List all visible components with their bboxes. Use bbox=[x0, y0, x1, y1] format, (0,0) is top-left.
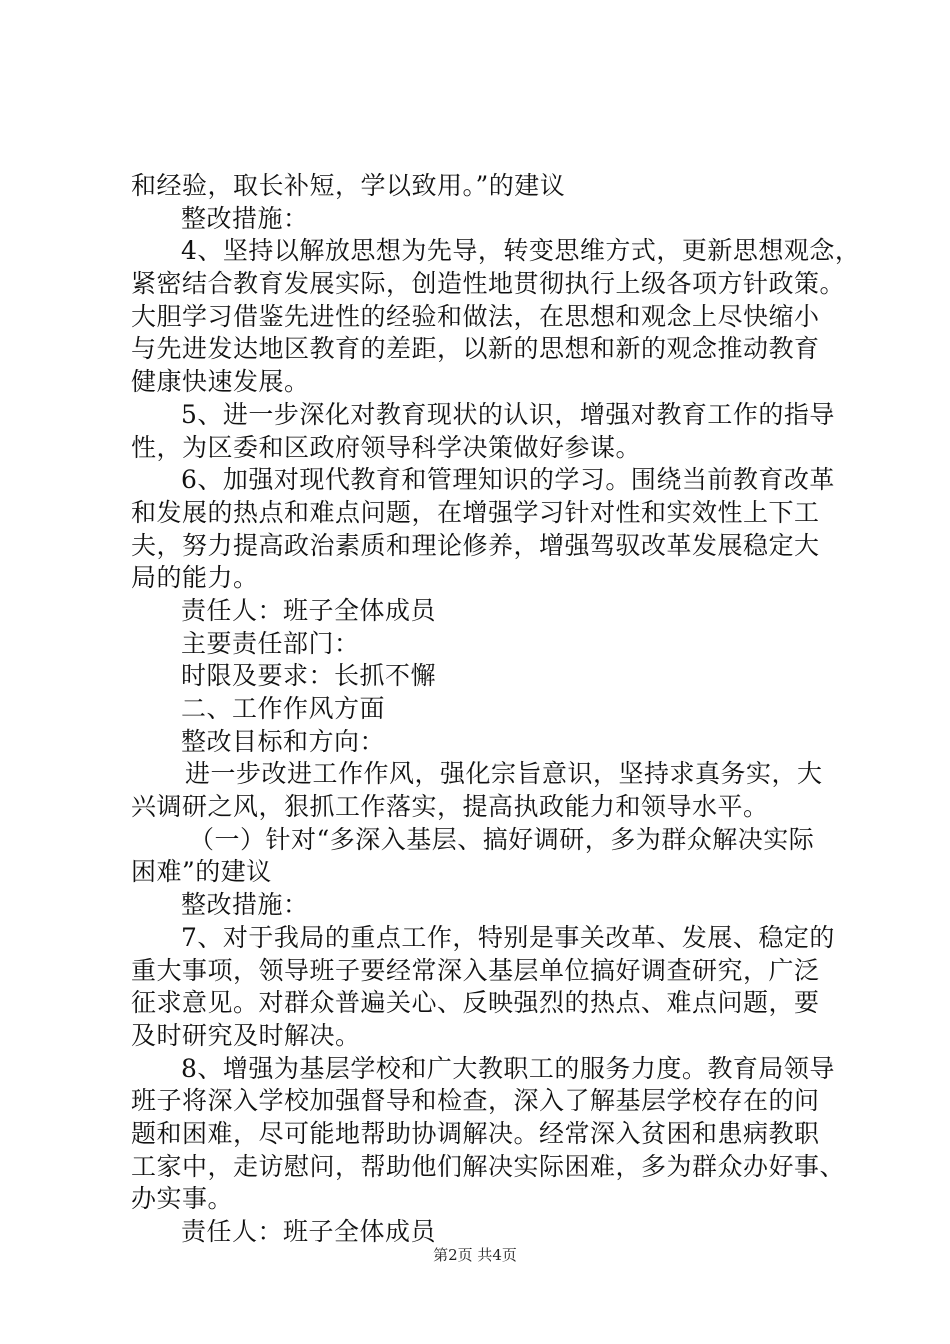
text-line: 4、坚持以解放思想为先导，转变思维方式，更新思想观念， bbox=[181, 236, 861, 266]
text-line: 整改措施： bbox=[181, 890, 309, 920]
document-body bbox=[131, 170, 861, 1249]
text-line: 5、进一步深化对教育现状的认识，增强对教育工作的指导 bbox=[181, 399, 835, 429]
text-line: 重大事项，领导班子要经常深入基层单位搞好调查研究，广泛 bbox=[131, 955, 820, 985]
section-heading: 二、工作作风方面 bbox=[181, 694, 386, 723]
text-line: 性，为区委和区政府领导科学决策做好参谋。 bbox=[131, 432, 642, 462]
text-line: 大胆学习借鉴先进性的经验和做法，在思想和观念上尽快缩小 bbox=[131, 301, 820, 331]
text-line: 与先进发达地区教育的差距，以新的思想和新的观念推动教育 bbox=[131, 334, 820, 364]
text-line: 进一步改进工作作风，强化宗旨意识，坚持求真务实，大 bbox=[185, 759, 823, 789]
text-line: 8、增强为基层学校和广大教职工的服务力度。教育局领导 bbox=[181, 1053, 835, 1083]
text-line: 工家中，走访慰问，帮助他们解决实际困难，多为群众办好事、 bbox=[131, 1151, 846, 1181]
text-line: 整改措施： bbox=[181, 203, 309, 233]
text-line: 时限及要求：长抓不懈 bbox=[181, 661, 437, 691]
text-line: 整改目标和方向： bbox=[181, 726, 386, 756]
text-line: 7、对于我局的重点工作，特别是事关改革、发展、稳定的 bbox=[181, 922, 835, 952]
text-line: 困难”的建议 bbox=[131, 857, 272, 887]
text-line: 和发展的热点和难点问题，在增强学习针对性和实效性上下工 bbox=[131, 497, 820, 527]
subsection-heading: （一）针对“多深入基层、搞好调研，多为群众解决实际 bbox=[189, 824, 815, 854]
text-line: 局的能力。 bbox=[131, 563, 259, 593]
text-line: 征求意见。对群众普遍关心、反映强烈的热点、难点问题，要 bbox=[131, 988, 820, 1018]
text-line: 责任人：班子全体成员 bbox=[181, 1217, 437, 1246]
text-line: 主要责任部门： bbox=[181, 628, 360, 658]
text-line: 紧密结合教育发展实际，创造性地贯彻执行上级各项方针政策。 bbox=[131, 269, 846, 299]
text-line: 及时研究及时解决。 bbox=[131, 1020, 361, 1050]
text-line: 和经验，取长补短，学以致用。”的建议 bbox=[131, 171, 566, 200]
text-line: 6、加强对现代教育和管理知识的学习。围绕当前教育改革 bbox=[181, 465, 835, 495]
text-line: 责任人：班子全体成员 bbox=[181, 595, 437, 625]
text-line: 夫，努力提高政治素质和理论修养，增强驾驭改革发展稳定大 bbox=[131, 530, 820, 560]
text-line: 办实事。 bbox=[131, 1184, 234, 1214]
text-line: 健康快速发展。 bbox=[131, 367, 310, 397]
text-line: 兴调研之风，狠抓工作落实，提高执政能力和领导水平。 bbox=[131, 792, 769, 822]
page-footer: 第2页 共4页 bbox=[433, 1246, 517, 1264]
text-line: 题和困难，尽可能地帮助协调解决。经常深入贫困和患病教职 bbox=[131, 1118, 820, 1148]
text-line: 班子将深入学校加强督导和检查，深入了解基层学校存在的问 bbox=[131, 1086, 820, 1116]
